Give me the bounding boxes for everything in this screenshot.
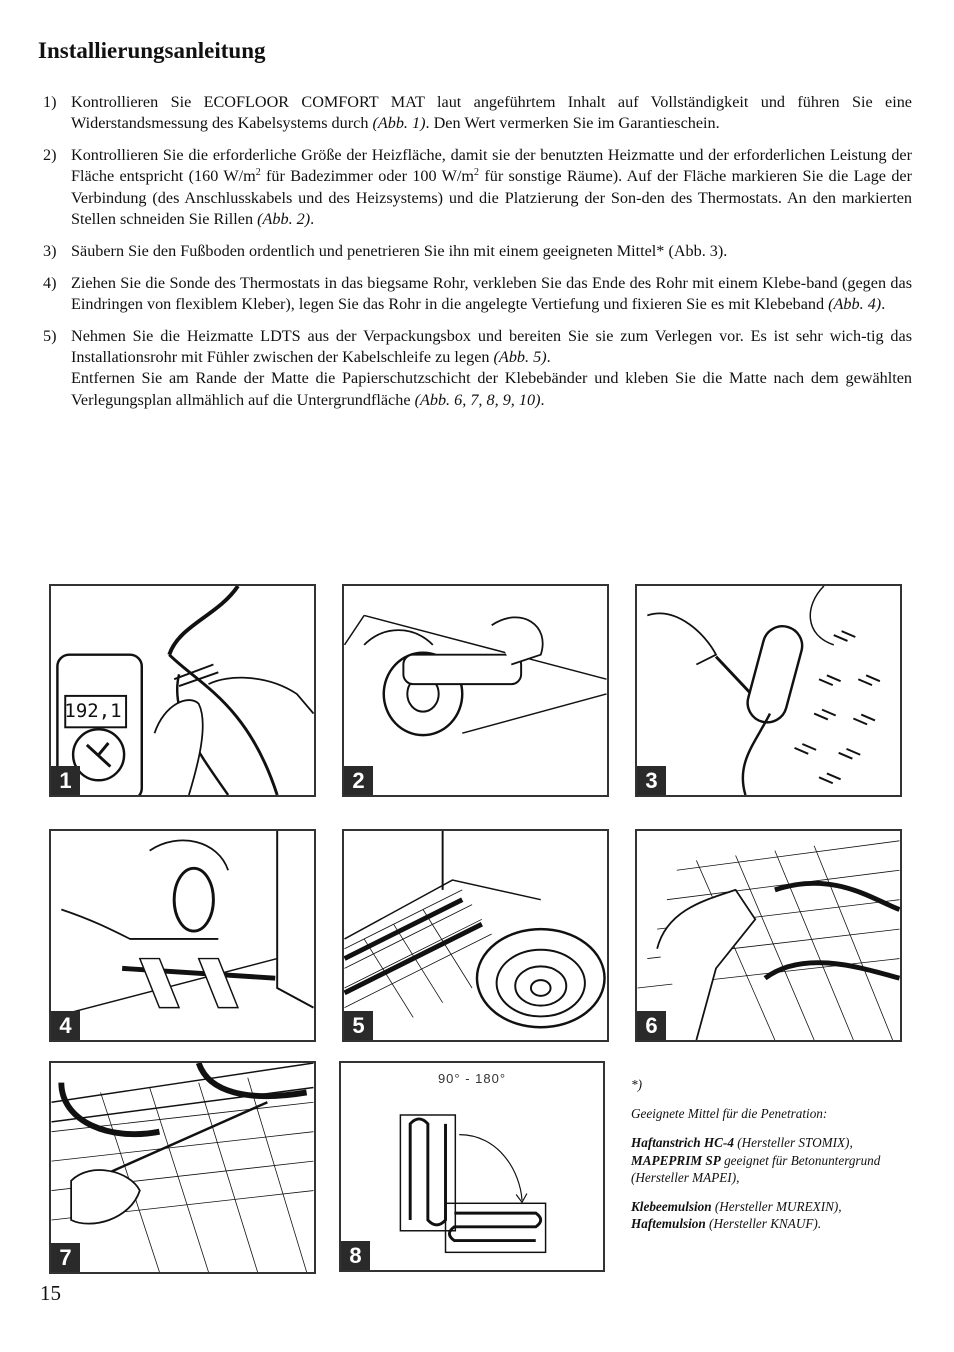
figure-number-badge: 1 bbox=[51, 766, 80, 795]
footnote bbox=[631, 1076, 911, 1244]
multimeter-illustration bbox=[51, 586, 314, 795]
page-title: Installierungsanleitung bbox=[38, 38, 266, 63]
multimeter-display-value: 192,1 bbox=[64, 700, 122, 722]
footnote-primers: Haftanstrich HC-4 (Hersteller STOMIX), MAPEPRIM SP geeignet für Betonuntergrund (Hersteller MAPEI), bbox=[631, 1135, 881, 1185]
figure-number-badge: 5 bbox=[344, 1011, 373, 1040]
figure-4-fixing-tube bbox=[49, 829, 316, 1042]
step-4: 4) Ziehen Sie die Sonde des Thermostats in das biegsame Rohr, verkleben Sie das Ende des Rohr mit einem Klebe-band (gegen das Eindringen von flexiblem Kleber), legen Sie das Rohr in die angelegte Vertiefung und fixieren Sie es mit Klebeband (Abb. 4). bbox=[43, 273, 912, 313]
figure-1-resistance-measurement bbox=[49, 584, 316, 797]
figure-number-badge: 3 bbox=[637, 766, 666, 795]
figure-2-cutting-grooves bbox=[342, 584, 609, 797]
mat-roll-illustration bbox=[344, 831, 607, 1040]
page-number: 15 bbox=[40, 1281, 61, 1305]
figure-number-badge: 7 bbox=[51, 1243, 80, 1272]
mat-laying-illustration bbox=[637, 831, 900, 1040]
figure-3-priming-floor bbox=[635, 584, 902, 797]
figure-number-badge: 2 bbox=[344, 766, 373, 795]
figure-5-unrolling-mat bbox=[342, 829, 609, 1042]
figure-6-laying-mat bbox=[635, 829, 902, 1042]
footnote-mark: *) bbox=[631, 1077, 642, 1092]
step-number: 4) bbox=[43, 273, 57, 292]
scissors-mesh-illustration bbox=[51, 1063, 314, 1272]
figure-number-badge: 8 bbox=[341, 1241, 370, 1270]
figure-number-badge: 6 bbox=[637, 1011, 666, 1040]
figure-7-cutting-mesh bbox=[49, 1061, 316, 1274]
step-1: 1) Kontrollieren Sie ECOFLOOR COMFORT MAT laut angeführtem Inhalt auf Vollständigkeit und führen Sie eine Widerstandsmessung des Kabelsystems durch (Abb. 1). Den Wert vermerken Sie im Garantieschein. bbox=[43, 93, 912, 133]
footnote-intro: Geeignete Mittel für die Penetration: bbox=[631, 1106, 828, 1122]
step-number: 2) bbox=[43, 146, 57, 165]
step-number: 5) bbox=[43, 326, 57, 345]
rotation-angle-label: 90° - 180° bbox=[437, 1071, 507, 1086]
grinder-illustration bbox=[344, 586, 607, 795]
step-number: 1) bbox=[43, 93, 57, 111]
instruction-list bbox=[40, 92, 912, 421]
figure-8-rotating-mat bbox=[339, 1061, 605, 1272]
paint-roller-illustration bbox=[637, 586, 900, 795]
tape-and-scissors-illustration bbox=[51, 831, 314, 1040]
step-3: 3) Säubern Sie den Fußboden ordentlich und penetrieren Sie ihn mit einem geeigneten Mittel* (Abb. 3). bbox=[40, 241, 912, 262]
step-5: 5) Nehmen Sie die Heizmatte LDTS aus der Verpackungsbox und bereiten Sie sie zum Verlegen vor. Es ist sehr wich-tig das Installationsrohr mit Fühler zwischen der Kabelschleife zu legen (Abb. 5). Entfernen Sie am Rande der Matte die Papierschutzschicht der Klebebänder und kleben Sie die Matte nach dem gewählten Verlegungsplan allmählich auf die Untergrundfläche (Abb. 6, 7, 8, 9, 10). bbox=[43, 326, 912, 409]
rotation-diagram bbox=[341, 1063, 603, 1270]
figure-number-badge: 4 bbox=[51, 1011, 80, 1040]
step-number: 3) bbox=[43, 241, 57, 260]
footnote-emulsions: Klebeemulsion (Hersteller MUREXIN), Haftemulsion (Hersteller KNAUF). bbox=[631, 1199, 842, 1232]
step-2: 2) Kontrollieren Sie die erforderliche Größe der Heizfläche, damit sie der benutzten Heizmatte und der erforderlichen Leistung der Fläche entspricht (160 $W/m^2$ für Badezimmer oder 100 $W/m^2$ für sonstige Räume). Auf der Fläche markieren Sie die Lage der Verbindung (des Anschlusskabels und des Heizsystems) und die Platzierung der Son-den des Thermostats. An den markierten Stellen schneiden Sie Rillen (Abb. 2). bbox=[43, 146, 912, 228]
